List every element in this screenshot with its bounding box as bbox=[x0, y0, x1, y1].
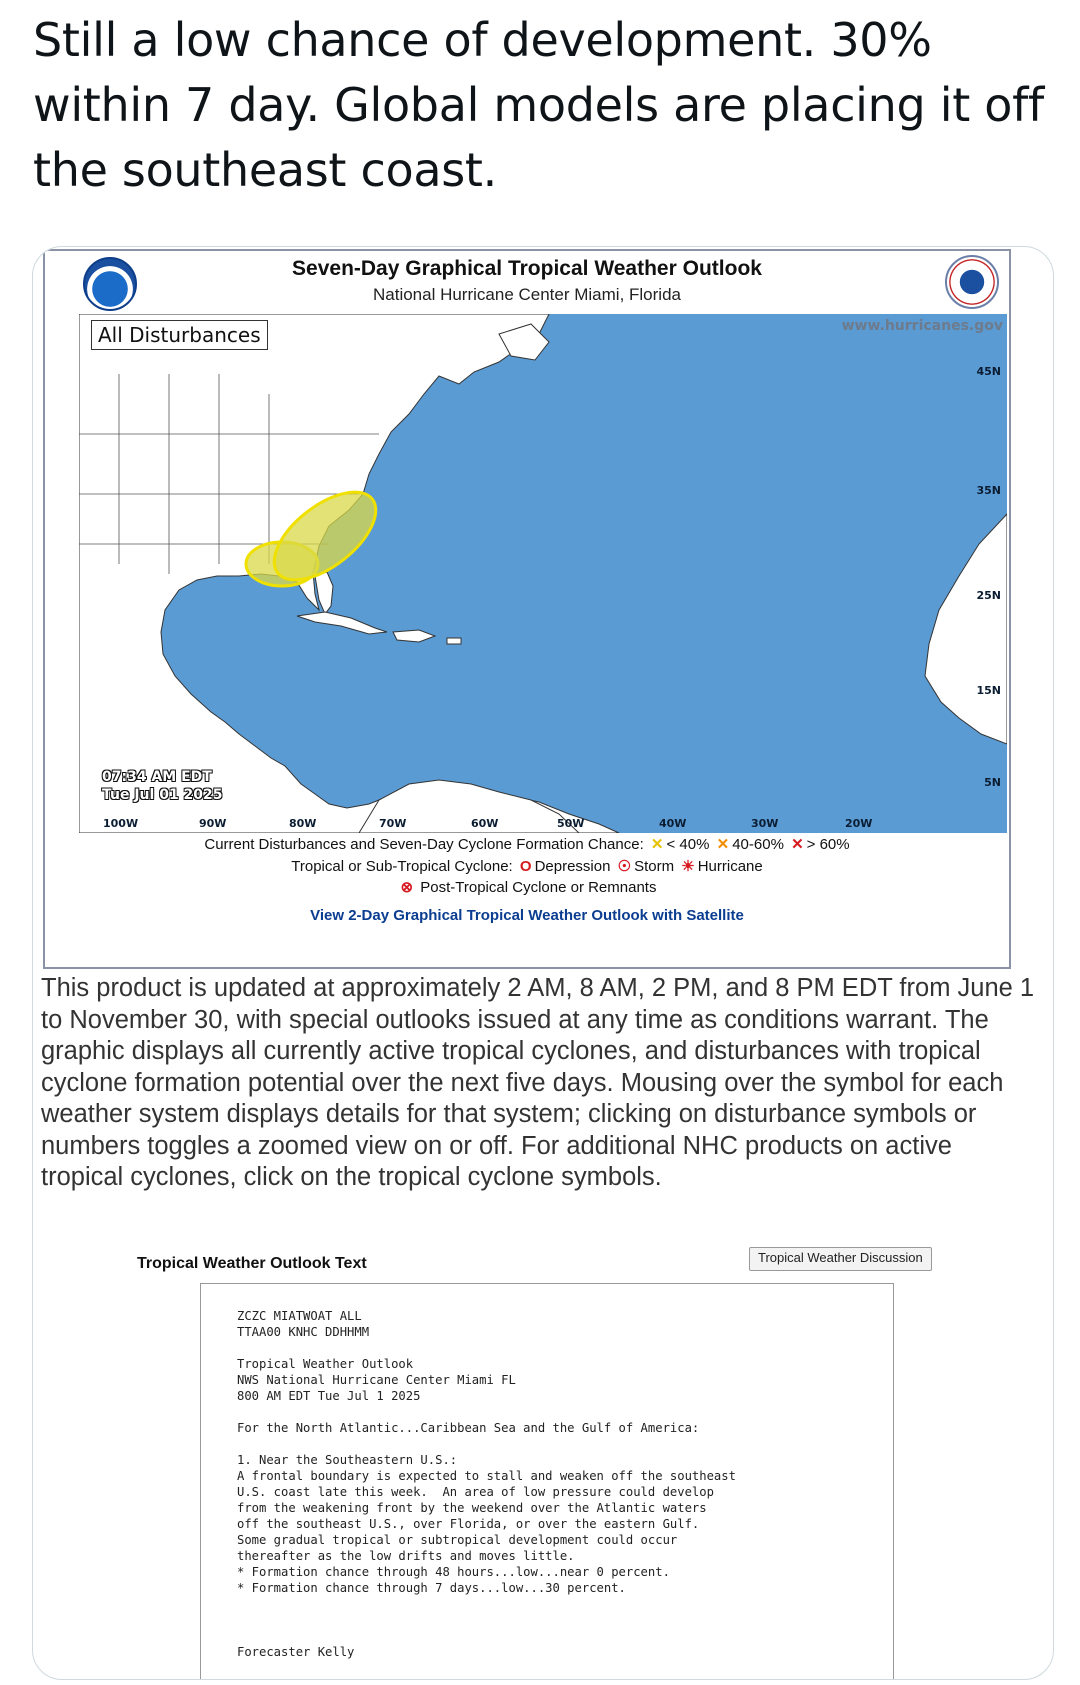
depression-label: Depression bbox=[534, 858, 611, 875]
lon-label-30w: 30W bbox=[751, 817, 779, 830]
lat-label-45n: 45N bbox=[976, 365, 1001, 378]
outlook-graphic-panel bbox=[43, 249, 1011, 969]
medium-chance-label: 40-60% bbox=[732, 836, 784, 853]
lon-label-70w: 70W bbox=[379, 817, 407, 830]
satellite-outlook-link[interactable]: View 2-Day Graphical Tropical Weather Outlook with Satellite bbox=[310, 907, 744, 924]
depression-icon: O bbox=[519, 858, 532, 875]
outlook-text-body: ZCZC MIATWOAT ALL TTAA00 KNHC DDHHMM Tropical Weather Outlook NWS National Hurricane Center Miami FL 800 AM EDT Tue Jul 1 2025 For the North Atlantic...Caribbean Sea and the Gulf of America: 1. Near the Southeastern U.S.: A frontal boundary is expected to stall and weaken off the southeast U.S. coast late this week. An area of low pressure could develop from the weakening front by the weekend over the Atlantic waters off the southeast U.S., over Florida, or over the eastern Gulf. Some gradual tropical or subtropical development could occur thereafter as the low drifts and moves little. * Formation chance through 48 hours...low...near 0 percent. * Formation chance through 7 days...low...30 percent. Forecaster Kelly bbox=[237, 1309, 736, 1659]
post-tropical-legend bbox=[45, 878, 1009, 896]
timestamp-date: Tue Jul 01 2025 bbox=[102, 787, 223, 803]
high-chance-label: > 60% bbox=[806, 836, 850, 853]
storm-label: Storm bbox=[634, 858, 675, 875]
hispaniola-land bbox=[393, 630, 435, 642]
hurricane-label: Hurricane bbox=[697, 858, 763, 875]
lon-label-20w: 20W bbox=[845, 817, 873, 830]
cyclone-legend bbox=[45, 857, 1009, 875]
hurricane-icon: ☀ bbox=[681, 858, 695, 875]
lon-label-60w: 60W bbox=[471, 817, 499, 830]
cuba-land bbox=[297, 612, 387, 634]
africa-land bbox=[925, 514, 1007, 744]
discussion-button[interactable]: Tropical Weather Discussion bbox=[749, 1247, 932, 1271]
attached-image-card[interactable] bbox=[32, 246, 1054, 1680]
graphic-title: Seven-Day Graphical Tropical Weather Outlook bbox=[292, 257, 762, 280]
medium-chance-x-icon: ✕ bbox=[716, 836, 730, 853]
website-label[interactable]: www.hurricanes.gov bbox=[841, 318, 1003, 334]
product-description: This product is updated at approximately 2 AM, 8 AM, 2 PM, and 8 PM EDT from June 1 to November 30, with special outlooks issued at any time as conditions warrant. The graphic displays all currently active tropical cyclones, and disturbances with tropical cyclone formation potential over the next five days. Mousing over the symbol for each weather system displays details for that system; clicking on disturbance symbols or numbers toggles a zoomed view on or off. For additional NHC products on active tropical cyclones, click on the tropical cyclone symbols. bbox=[41, 974, 1035, 1191]
lon-label-90w: 90W bbox=[199, 817, 227, 830]
post-tropical-label: Post-Tropical Cyclone or Remnants bbox=[420, 879, 657, 896]
lon-label-80w: 80W bbox=[289, 817, 317, 830]
outlook-text-box[interactable] bbox=[200, 1283, 894, 1680]
post-text: Still a low chance of development. 30% within 7 day. Global models are placing it off the southeast coast. bbox=[33, 13, 1044, 197]
outlook-text-heading: Tropical Weather Outlook Text bbox=[137, 1255, 367, 1272]
lat-label-15n: 15N bbox=[976, 684, 1001, 697]
storm-icon: ☉ bbox=[617, 858, 632, 875]
low-chance-x-icon: ✕ bbox=[650, 836, 664, 853]
post-tropical-icon: ⊗ bbox=[400, 879, 414, 896]
lat-label-25n: 25N bbox=[976, 589, 1001, 602]
puerto-rico-land bbox=[447, 638, 461, 644]
lon-label-100w: 100W bbox=[103, 817, 139, 830]
formation-legend-label: Current Disturbances and Seven-Day Cyclone Formation Chance: bbox=[204, 836, 644, 853]
lon-label-50w: 50W bbox=[557, 817, 585, 830]
north-america-land bbox=[79, 314, 619, 833]
lon-label-40w: 40W bbox=[659, 817, 687, 830]
formation-legend bbox=[45, 835, 1009, 853]
graphic-subtitle: National Hurricane Center Miami, Florida bbox=[372, 285, 681, 304]
high-chance-x-icon: ✕ bbox=[791, 836, 804, 853]
all-disturbances-label[interactable]: All Disturbances bbox=[91, 320, 268, 350]
lat-label-35n: 35N bbox=[976, 484, 1001, 497]
lat-label-5n: 5N bbox=[984, 776, 1001, 789]
outlook-map[interactable] bbox=[79, 314, 1007, 833]
timestamp-time: 07:34 AM EDT bbox=[102, 769, 212, 785]
cyclone-legend-label: Tropical or Sub-Tropical Cyclone: bbox=[291, 858, 513, 875]
map-drawing bbox=[79, 314, 1007, 833]
low-chance-label: < 40% bbox=[666, 836, 710, 853]
